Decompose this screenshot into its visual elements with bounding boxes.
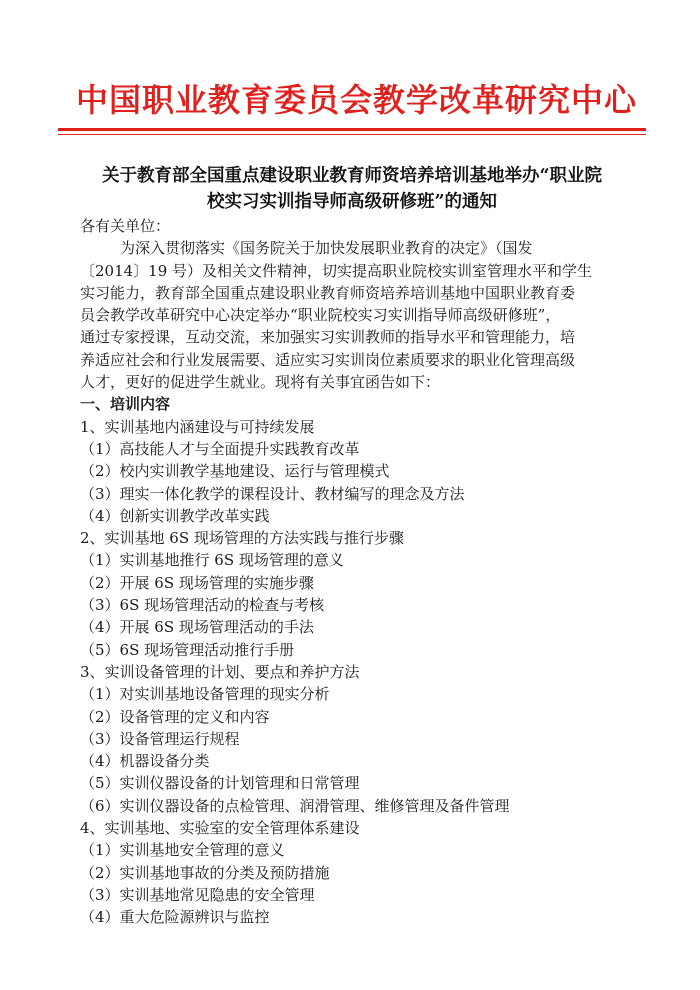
paragraph-line: 实习能力，教育部全国重点建设职业教育师资培养培训基地中国职业教育委: [80, 283, 576, 302]
list-item: （1）实训基地推行 6S 现场管理的意义: [80, 551, 344, 570]
list-item: （4）重大危险源辨识与监控: [80, 908, 270, 927]
notice-title: [70, 163, 634, 215]
list-item: （2）实训基地事故的分类及预防措施: [80, 863, 330, 882]
list-item: 3、实训设备管理的计划、要点和养护方法: [80, 662, 360, 681]
list-item: （6）实训仪器设备的点检管理、润滑管理、维修管理及备件管理: [80, 796, 510, 815]
list-item: （1）实训基地安全管理的意义: [80, 841, 285, 860]
organization-title: 中国职业教育委员会教学改革研究中心: [76, 81, 638, 119]
list-item: （5）6S 现场管理活动推行手册: [80, 640, 295, 659]
list-item: （2）校内实训教学基地建设、运行与管理模式: [80, 462, 390, 481]
list-item: （1）对实训基地设备管理的现实分析: [80, 685, 330, 704]
notice-body: [80, 215, 635, 929]
list-item: （1）高技能人才与全面提升实践教育改革: [80, 439, 360, 458]
list-item: （3）实训基地常见隐患的安全管理: [80, 885, 315, 904]
list-item: （3）6S 现场管理活动的检查与考核: [80, 596, 325, 615]
list-item: 4、实训基地、实验室的安全管理体系建设: [80, 819, 360, 838]
list-item: 1、实训基地内涵建设与可持续发展: [80, 417, 315, 436]
header-rule-thin: [58, 134, 646, 135]
list-item: （4）机器设备分类: [80, 752, 210, 771]
header-rule-thick: [58, 128, 646, 131]
paragraph-line: 员会教学改革研究中心决定举办“职业院校实习实训指导师高级研修班”，: [80, 306, 561, 325]
paragraph-line: 〔2014〕19 号）及相关文件精神，切实提高职业院校实训室管理水平和学生: [80, 261, 593, 280]
paragraph-line: 为深入贯彻落实《国务院关于加快发展职业教育的决定》（国发: [120, 239, 533, 258]
section-heading: 一、培训内容: [80, 395, 171, 414]
list-item: 2、实训基地 6S 现场管理的方法实践与推行步骤: [80, 529, 404, 548]
list-item: （3）设备管理运行规程: [80, 729, 240, 748]
list-item: （2）开展 6S 现场管理的实施步骤: [80, 573, 314, 592]
paragraph-line: 通过专家授课，互动交流，来加强实习实训教师的指导水平和管理能力，培: [80, 328, 576, 347]
paragraph-line: 人才，更好的促进学生就业。现将有关事宜函告如下：: [80, 373, 441, 392]
salutation: 各有关单位：: [80, 217, 171, 235]
list-item: （5）实训仪器设备的计划管理和日常管理: [80, 774, 360, 793]
paragraph-line: 养适应社会和行业发展需要、适应实习实训岗位素质要求的职业化管理高级: [80, 350, 576, 369]
list-item: （4）创新实训教学改革实践: [80, 506, 270, 525]
notice-title-line-1: 关于教育部全国重点建设职业教育师资培养培训基地举办“职业院: [101, 166, 603, 186]
list-item: （4）开展 6S 现场管理活动的手法: [80, 618, 314, 637]
notice-title-line-2: 校实习实训指导师高级研修班”的通知: [206, 192, 498, 212]
list-item: （3）理实一体化教学的课程设计、教材编写的理念及方法: [80, 484, 465, 503]
list-item: （2）设备管理的定义和内容: [80, 707, 270, 726]
